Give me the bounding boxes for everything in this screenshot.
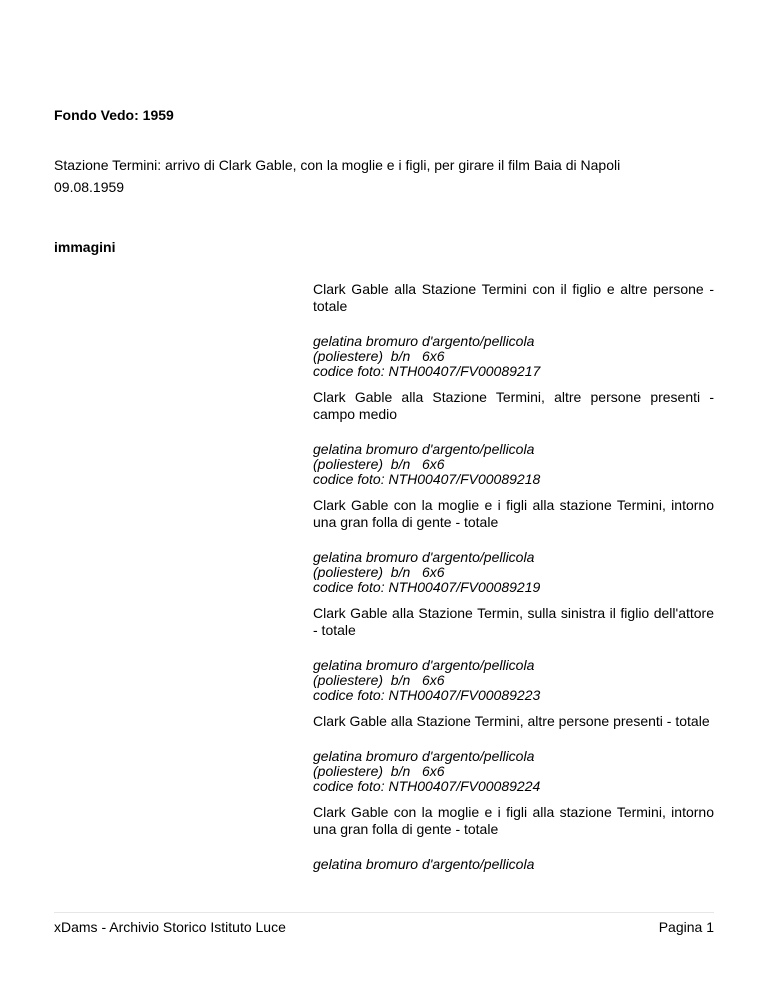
page-number: Pagina 1	[658, 919, 714, 935]
record-description: Clark Gable con la moglie e i figli alla stazione Termini, intorno una gran folla di gente - totale	[313, 497, 714, 530]
event-title: Stazione Termini: arrivo di Clark Gable, con la moglie e i figli, per girare il film Baia di Napoli	[54, 157, 621, 173]
record-metadata	[313, 749, 714, 794]
image-record	[313, 804, 714, 872]
record-format: (poliestere) b/n 6x6	[313, 763, 445, 779]
fondo-title: Fondo Vedo: 1959	[54, 107, 174, 123]
record-format: (poliestere) b/n 6x6	[313, 456, 445, 472]
record-format: (poliestere) b/n 6x6	[313, 564, 445, 580]
record-description: Clark Gable alla Stazione Termini con il figlio e altre persone - totale	[313, 281, 714, 314]
footer-divider	[54, 912, 714, 913]
record-code: codice foto: NTH00407/FV00089223	[313, 687, 541, 703]
record-description: Clark Gable alla Stazione Termini, altre persone presenti - campo medio	[313, 389, 714, 422]
record-technique: gelatina bromuro d'argento/pellicola	[313, 549, 535, 565]
image-record	[313, 281, 714, 379]
record-description: Clark Gable con la moglie e i figli alla stazione Termini, intorno una gran folla di gente - totale	[313, 804, 714, 837]
image-record	[313, 713, 714, 794]
event-date: 09.08.1959	[54, 179, 125, 195]
record-format: (poliestere) b/n 6x6	[313, 348, 445, 364]
record-code: codice foto: NTH00407/FV00089224	[313, 778, 541, 794]
record-code: codice foto: NTH00407/FV00089218	[313, 471, 541, 487]
record-metadata	[313, 857, 714, 872]
record-metadata	[313, 334, 714, 379]
image-records-list	[313, 281, 714, 882]
record-technique: gelatina bromuro d'argento/pellicola	[313, 856, 535, 872]
record-description: Clark Gable alla Stazione Termini, altre persone presenti - totale	[313, 713, 710, 729]
record-technique: gelatina bromuro d'argento/pellicola	[313, 748, 535, 764]
footer-source: xDams - Archivio Storico Istituto Luce	[54, 919, 286, 935]
image-record	[313, 389, 714, 487]
record-technique: gelatina bromuro d'argento/pellicola	[313, 441, 535, 457]
image-record	[313, 605, 714, 703]
record-metadata	[313, 550, 714, 595]
record-metadata	[313, 442, 714, 487]
image-record	[313, 497, 714, 595]
record-technique: gelatina bromuro d'argento/pellicola	[313, 333, 535, 349]
record-format: (poliestere) b/n 6x6	[313, 672, 445, 688]
section-title-immagini: immagini	[54, 239, 116, 255]
record-code: codice foto: NTH00407/FV00089219	[313, 579, 541, 595]
record-metadata	[313, 658, 714, 703]
record-technique: gelatina bromuro d'argento/pellicola	[313, 657, 535, 673]
record-code: codice foto: NTH00407/FV00089217	[313, 363, 541, 379]
record-description: Clark Gable alla Stazione Termin, sulla sinistra il figlio dell'attore - totale	[313, 605, 714, 638]
